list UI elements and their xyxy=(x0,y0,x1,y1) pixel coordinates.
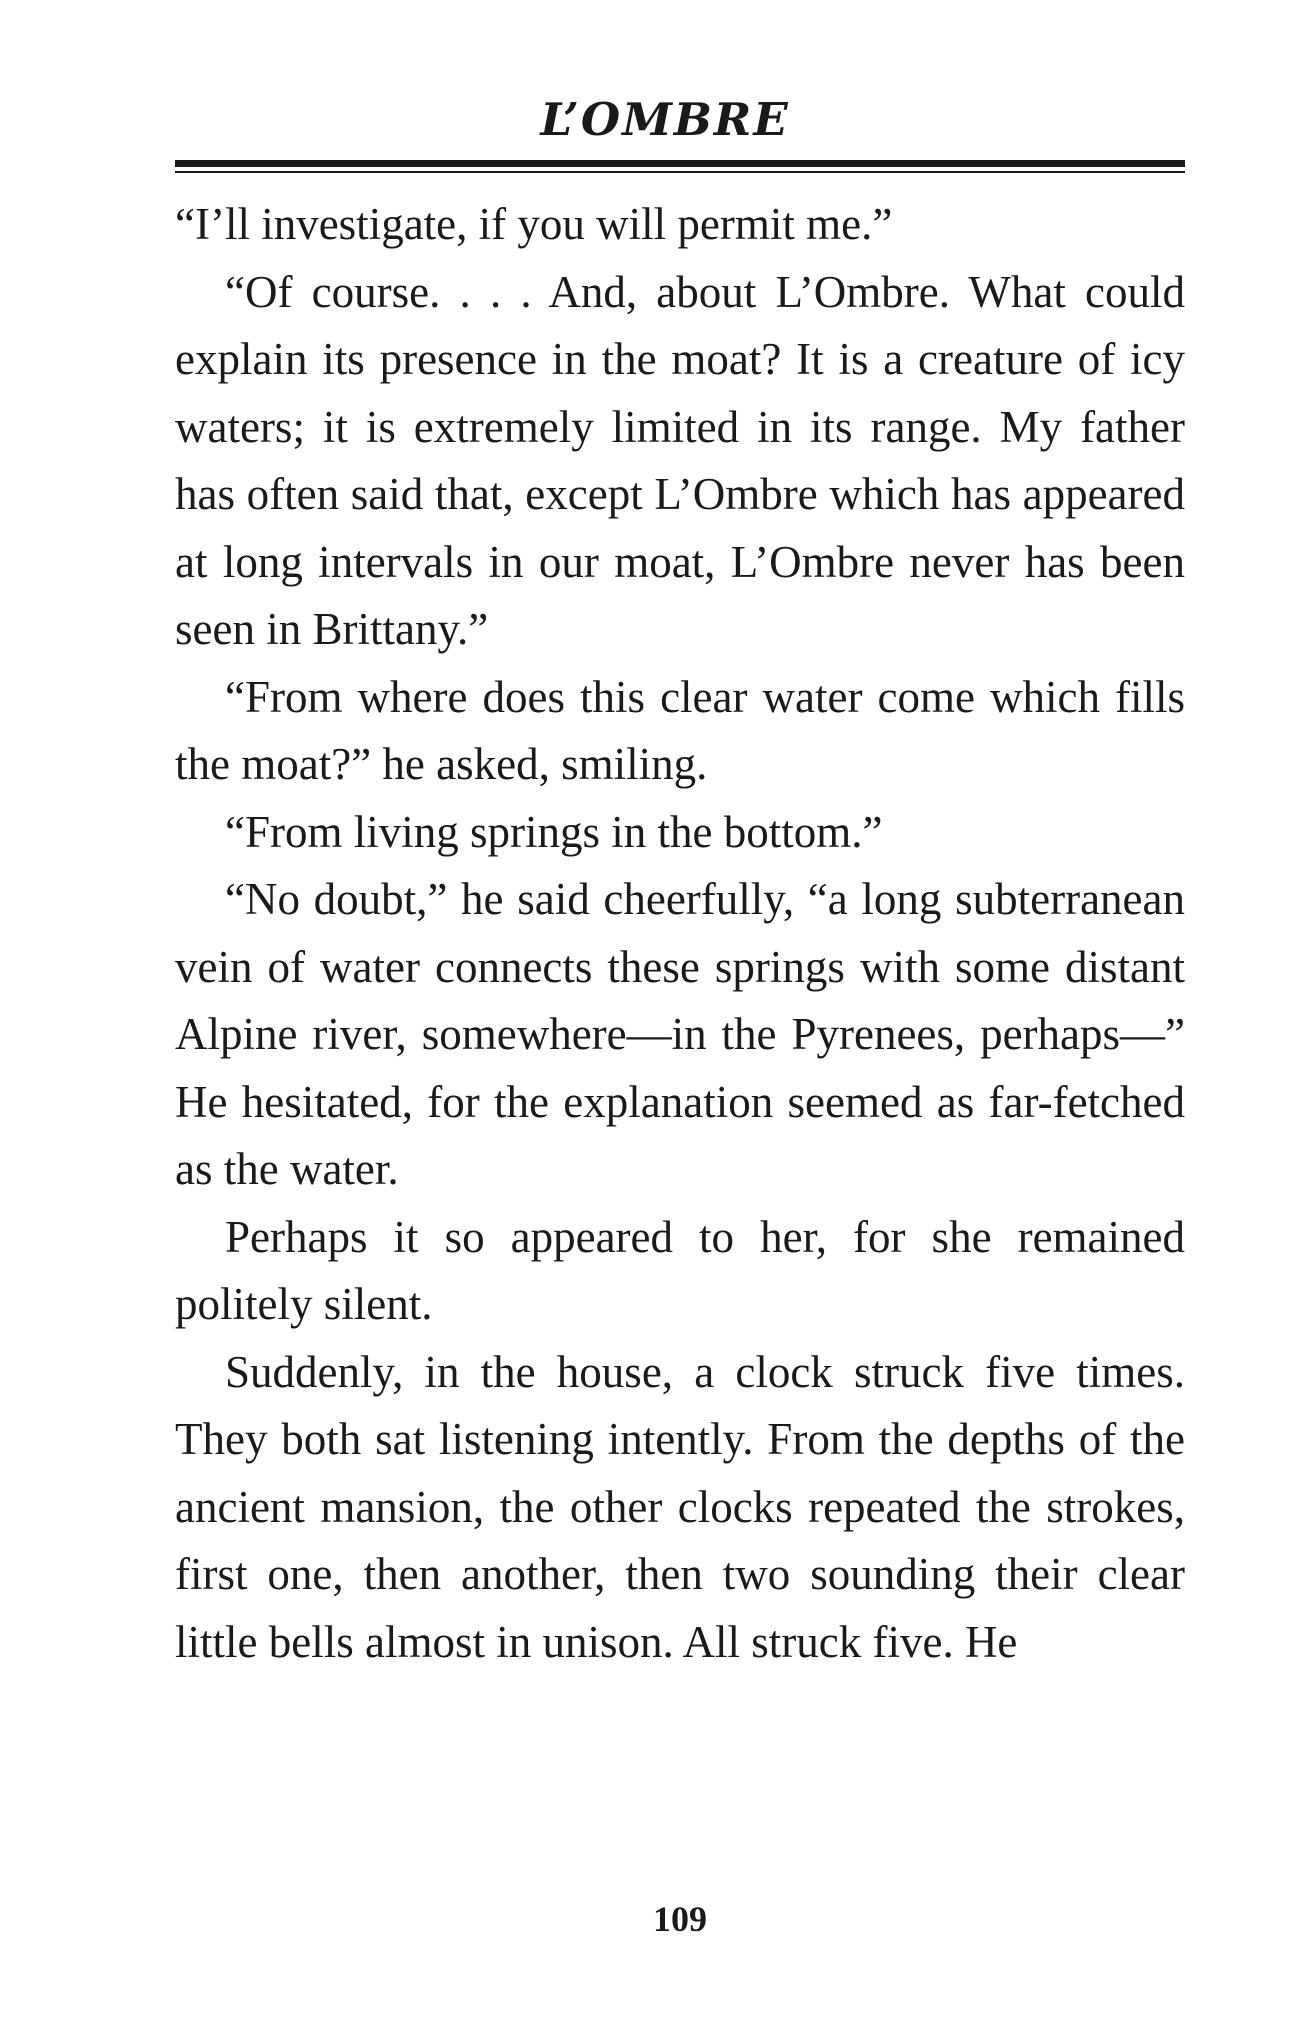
page-number: 109 xyxy=(653,1899,707,1939)
paragraph-4: “From living springs in the bottom.” xyxy=(225,806,883,857)
paragraph-7: Suddenly, in the house, a clock struck five times. They both sat listening intently. From the depths of the ancient mansion, the other clocks repeated the strokes, first one, then another, then two sounding their clear little bells almost in unison. All struck five. He xyxy=(175,1346,1185,1667)
paragraph-6: Perhaps it so appeared to her, for she remained politely silent. xyxy=(175,1211,1185,1329)
header-rule-thick xyxy=(175,160,1185,167)
running-head: L’OMBRE xyxy=(540,93,790,146)
header-rule-thin xyxy=(175,171,1185,173)
paragraph-3: “From where does this clear water come which fills the moat?” he asked, smiling. xyxy=(175,671,1185,789)
paragraph-2: “Of course. . . . And, about L’Ombre. What could explain its presence in the moat? It is a creature of icy waters; it is extremely limited in its range. My father has often said that, except L’Ombre which has appeared at long intervals in our moat, L’Ombre never has been seen in Brittany.” xyxy=(175,266,1185,654)
body-text xyxy=(175,191,1185,1676)
paragraph-1: “I’ll investigate, if you will permit me.” xyxy=(175,199,893,249)
paragraph-5: “No doubt,” he said cheerfully, “a long subterranean vein of water connects these springs with some distant Alpine river, somewhere—in the Pyrenees, perhaps—” He hesitated, for the explanation seemed as far-fetched as the water. xyxy=(175,874,1185,1194)
book-page xyxy=(175,90,1185,1970)
